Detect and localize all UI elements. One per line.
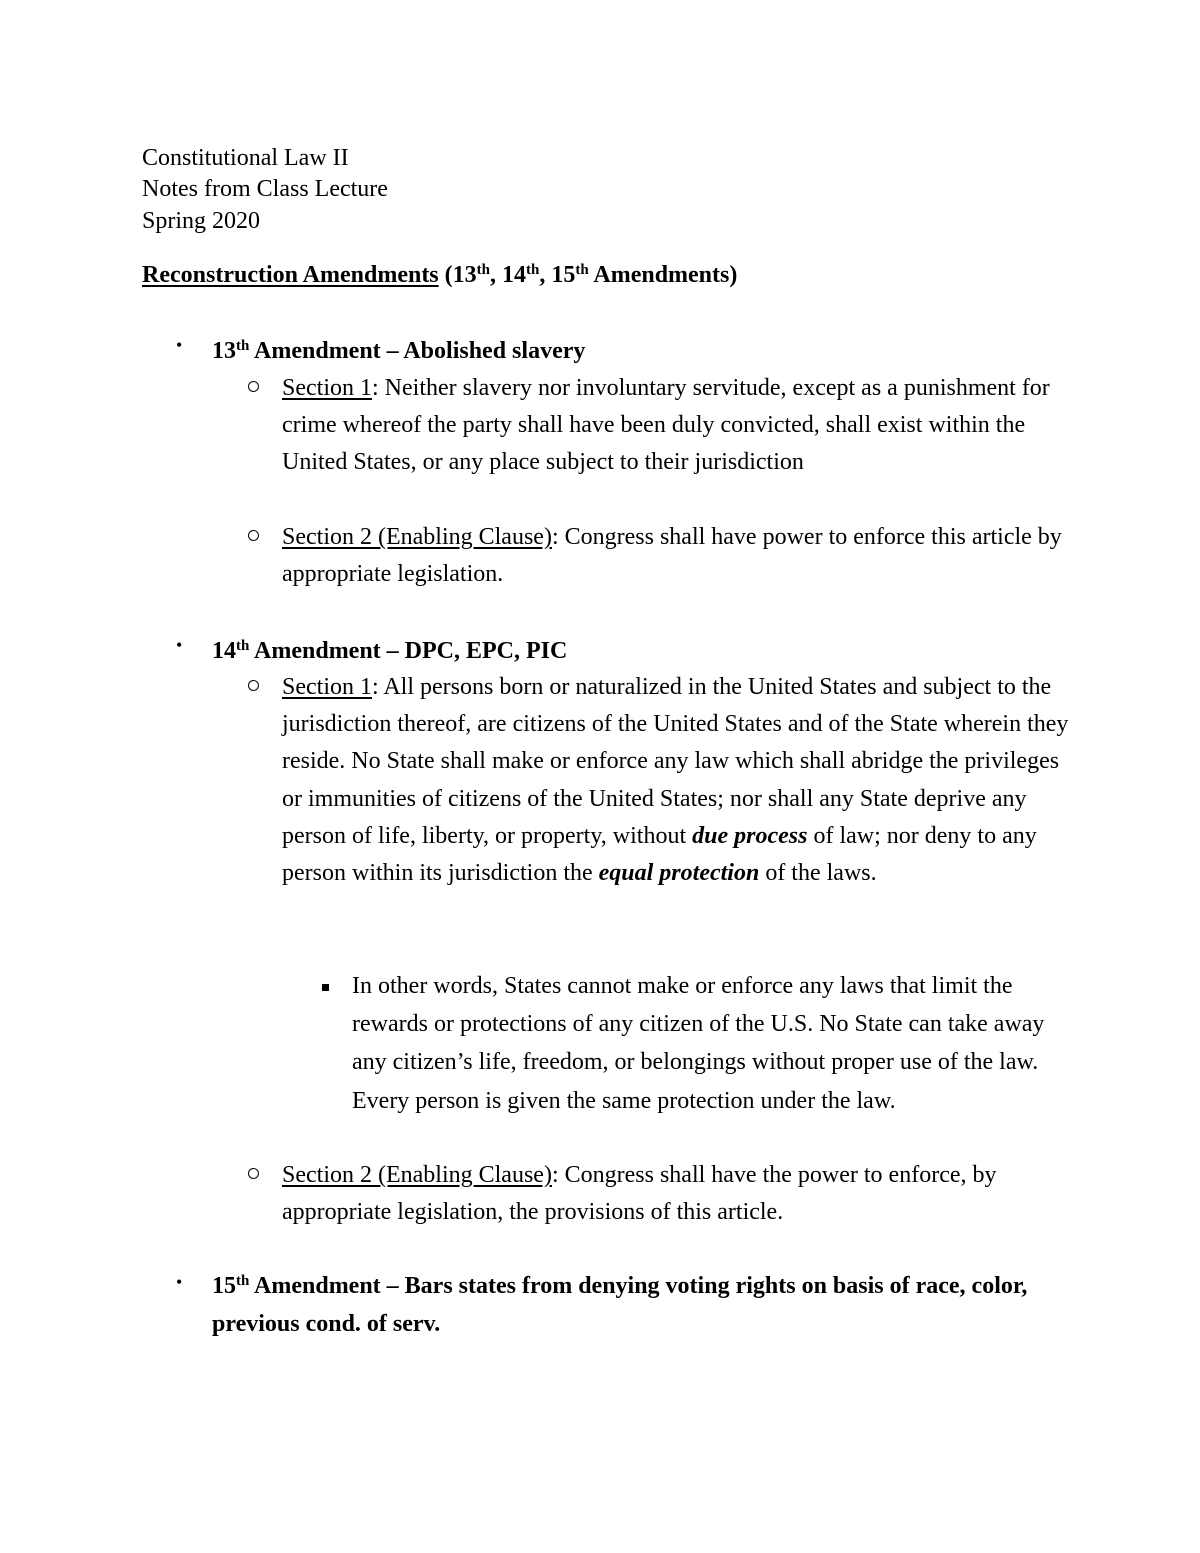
bullet-icon: • xyxy=(176,1272,183,1292)
amendment-13-heading: 13th Amendment – Abolished slavery xyxy=(212,338,586,364)
section-title: Reconstruction Amendments (13th, 14th, 15th Amendments) xyxy=(142,262,738,288)
amendment-14-section-2: Section 2 (Enabling Clause): Congress shall have the power to enforce, by appropriate legislation, the provisions of this article. xyxy=(282,1162,997,1226)
circle-bullet-icon xyxy=(248,530,259,541)
circle-bullet-icon xyxy=(248,381,259,392)
square-bullet-icon xyxy=(322,984,329,991)
bullet-icon: • xyxy=(176,635,183,655)
term-label: Spring 2020 xyxy=(142,208,261,234)
circle-bullet-icon xyxy=(248,1168,259,1179)
bullet-icon: • xyxy=(176,335,183,355)
circle-bullet-icon xyxy=(248,680,259,691)
course-title: Constitutional Law II xyxy=(142,145,349,171)
amendment-15-heading: 15th Amendment – Bars states from denying voting rights on basis of race, color, previous cond. of serv. xyxy=(212,1273,1028,1337)
amendment-14-explanation: In other words, States cannot make or enforce any laws that limit the rewards or protections of any citizen of the U.S. No State can take away any citizen’s life, freedom, or belongings without proper use of the law. Every person is given the same protection under the law. xyxy=(352,973,1045,1114)
section-title-main: Reconstruction Amendments xyxy=(142,262,439,288)
amendment-14-section-1: Section 1: All persons born or naturalized in the United States and subject to the jurisdiction thereof, are citizens of the United States and of the State wherein they reside. No State shall make or enforce any law which shall abridge the privileges or immunities of citizens of the United States; nor shall any State deprive any person of life, liberty, or property, without due process of law; nor deny to any person within its jurisdiction the equal protection of the laws. xyxy=(282,674,1069,887)
notes-subtitle: Notes from Class Lecture xyxy=(142,176,388,202)
amendment-13-section-1: Section 1: Neither slavery nor involuntary servitude, except as a punishment for crime whereof the party shall have been duly convicted, shall exist within the United States, or any place subject to their jurisdiction xyxy=(282,375,1050,476)
amendment-14-heading: 14th Amendment – DPC, EPC, PIC xyxy=(212,638,568,664)
amendment-13-section-2: Section 2 (Enabling Clause): Congress shall have power to enforce this article by appropriate legislation. xyxy=(282,524,1062,588)
